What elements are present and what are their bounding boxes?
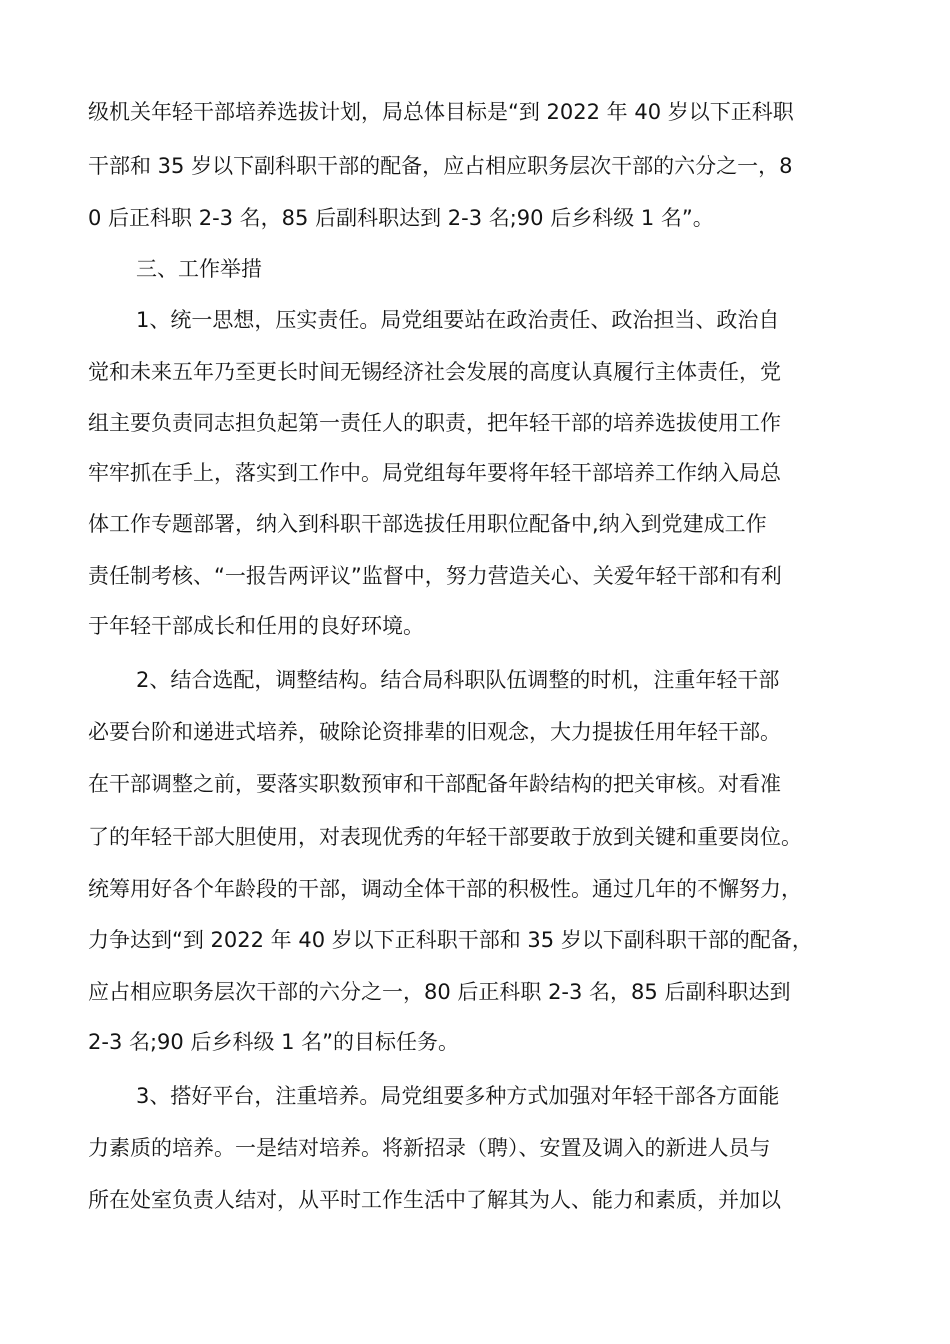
measure-2-line-6: 力争达到“到 2022 年 40 岁以下正科职干部和 35 岁以下副科职干部的配备， xyxy=(88,928,813,952)
measure-1-line-1: 1、统一思想，压实责任。局党组要站在政治责任、政治担当、政治自 xyxy=(136,308,780,332)
measure-1-line-4: 牢牢抓在手上，落实到工作中。局党组每年要将年轻干部培养工作纳入局总 xyxy=(88,461,781,485)
measure-3-line-2: 力素质的培养。一是结对培养。将新招录（聘）、安置及调入的新进人员与 xyxy=(88,1136,771,1160)
intro-line-3: 0 后正科职 2-3 名，85 后副科职达到 2-3 名;90 后乡科级 1 名”。 xyxy=(88,206,714,230)
intro-line-1: 级机关年轻干部培养选拔计划，局总体目标是“到 2022 年 40 岁以下正科职 xyxy=(88,100,794,124)
measure-1-line-5: 体工作专题部署，纳入到科职干部选拔任用职位配备中,纳入到党建成工作 xyxy=(88,512,767,536)
measure-3-line-1: 3、搭好平台，注重培养。局党组要多种方式加强对年轻干部各方面能 xyxy=(136,1084,780,1108)
measure-1-line-3: 组主要负责同志担负起第一责任人的职责，把年轻干部的培养选拔使用工作 xyxy=(88,411,781,435)
measure-1-line-7: 于年轻干部成长和任用的良好环境。 xyxy=(88,614,424,638)
measure-2-line-7: 应占相应职务层次干部的六分之一，80 后正科职 2-3 名，85 后副科职达到 xyxy=(88,980,791,1004)
measure-2-line-1: 2、结合选配，调整结构。结合局科职队伍调整的时机，注重年轻干部 xyxy=(136,668,780,692)
measure-3-line-3: 所在处室负责人结对，从平时工作生活中了解其为人、能力和素质，并加以 xyxy=(88,1188,781,1212)
intro-line-2: 干部和 35 岁以下副科职干部的配备，应占相应职务层次干部的六分之一，8 xyxy=(88,154,793,178)
measure-1-line-2: 觉和未来五年乃至更长时间无锡经济社会发展的高度认真履行主体责任，党 xyxy=(88,360,781,384)
measure-2-line-4: 了的年轻干部大胆使用，对表现优秀的年轻干部要敢于放到关键和重要岗位。 xyxy=(88,825,802,849)
measure-2-line-3: 在干部调整之前，要落实职数预审和干部配备年龄结构的把关审核。对看准 xyxy=(88,772,781,796)
measure-2-line-8: 2-3 名;90 后乡科级 1 名”的目标任务。 xyxy=(88,1030,460,1054)
measure-2-line-5: 统筹用好各个年龄段的干部，调动全体干部的积极性。通过几年的不懈努力， xyxy=(88,877,802,901)
section-heading: 三、工作举措 xyxy=(136,257,262,281)
measure-2-line-2: 必要台阶和递进式培养，破除论资排辈的旧观念，大力提拔任用年轻干部。 xyxy=(88,720,781,744)
measure-1-line-6: 责任制考核、“一报告两评议”监督中，努力营造关心、关爱年轻干部和有利 xyxy=(88,564,782,588)
